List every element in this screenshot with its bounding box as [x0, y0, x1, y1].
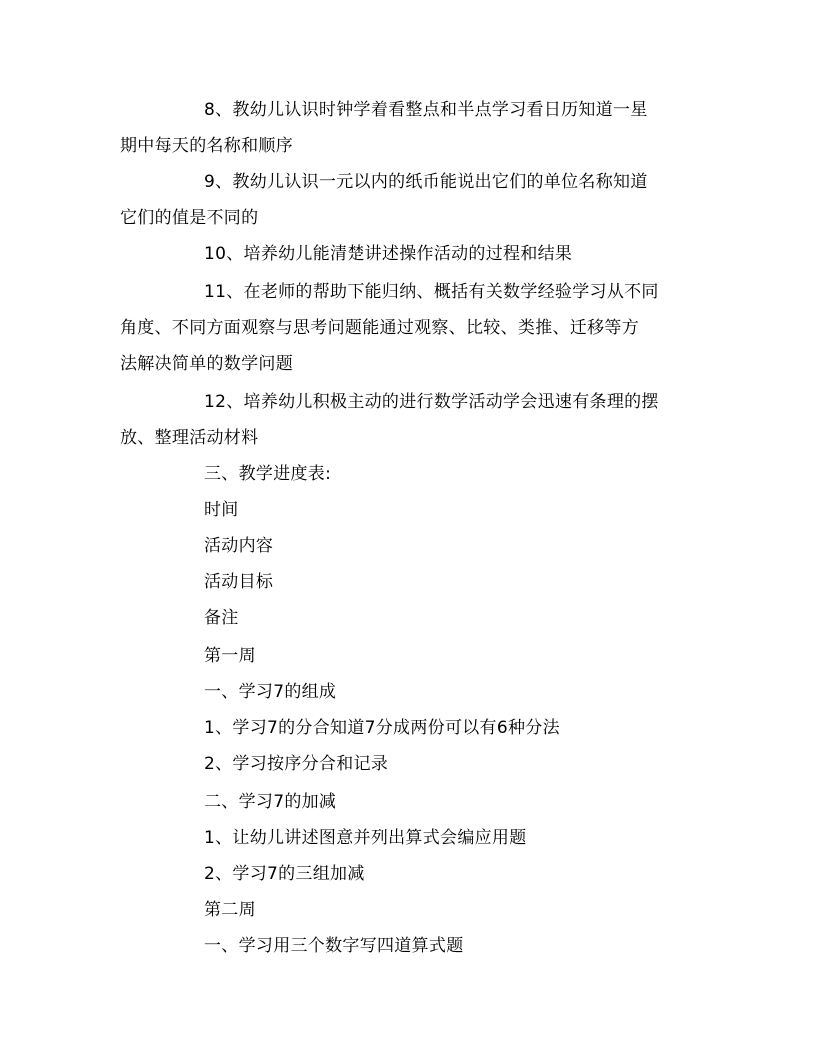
table-header-time: 时间 [204, 500, 239, 520]
paragraph-line: 放、整理活动材料 [120, 428, 259, 448]
list-item: 2、学习按序分合和记录 [204, 754, 389, 774]
paragraph-line: 12、培养幼儿积极主动的进行数学活动学会迅速有条理的摆 [204, 392, 659, 412]
paragraph-line: 9、教幼儿认识一元以内的纸币能说出它们的单位名称知道 [204, 172, 648, 192]
paragraph-line: 它们的值是不同的 [120, 208, 259, 228]
paragraph-line: 期中每天的名称和顺序 [120, 136, 293, 156]
table-header-content: 活动内容 [204, 536, 274, 556]
list-item: 一、学习用三个数字写四道算式题 [204, 936, 464, 956]
week-label: 第二周 [204, 900, 256, 920]
list-item: 2、学习7的三组加减 [204, 864, 365, 884]
list-item: 一、学习7的组成 [204, 682, 337, 702]
list-item: 1、让幼儿讲述图意并列出算式会编应用题 [204, 828, 527, 848]
paragraph-line: 11、在老师的帮助下能归纳、概括有关数学经验学习从不同 [204, 282, 659, 302]
list-item: 二、学习7的加减 [204, 792, 337, 812]
table-header-goal: 活动目标 [204, 572, 274, 592]
list-item: 1、学习7的分合知道7分成两份可以有6种分法 [204, 718, 560, 738]
paragraph-line: 法解决简单的数学问题 [120, 354, 293, 374]
section-heading: 三、教学进度表: [204, 464, 332, 484]
paragraph-line: 角度、不同方面观察与思考问题能通过观察、比较、类推、迁移等方 [120, 318, 639, 338]
paragraph-line: 10、培养幼儿能清楚讲述操作活动的过程和结果 [204, 244, 573, 264]
week-label: 第一周 [204, 646, 256, 666]
table-header-note: 备注 [204, 608, 239, 628]
paragraph-line: 8、教幼儿认识时钟学着看整点和半点学习看日历知道一星 [204, 100, 648, 120]
